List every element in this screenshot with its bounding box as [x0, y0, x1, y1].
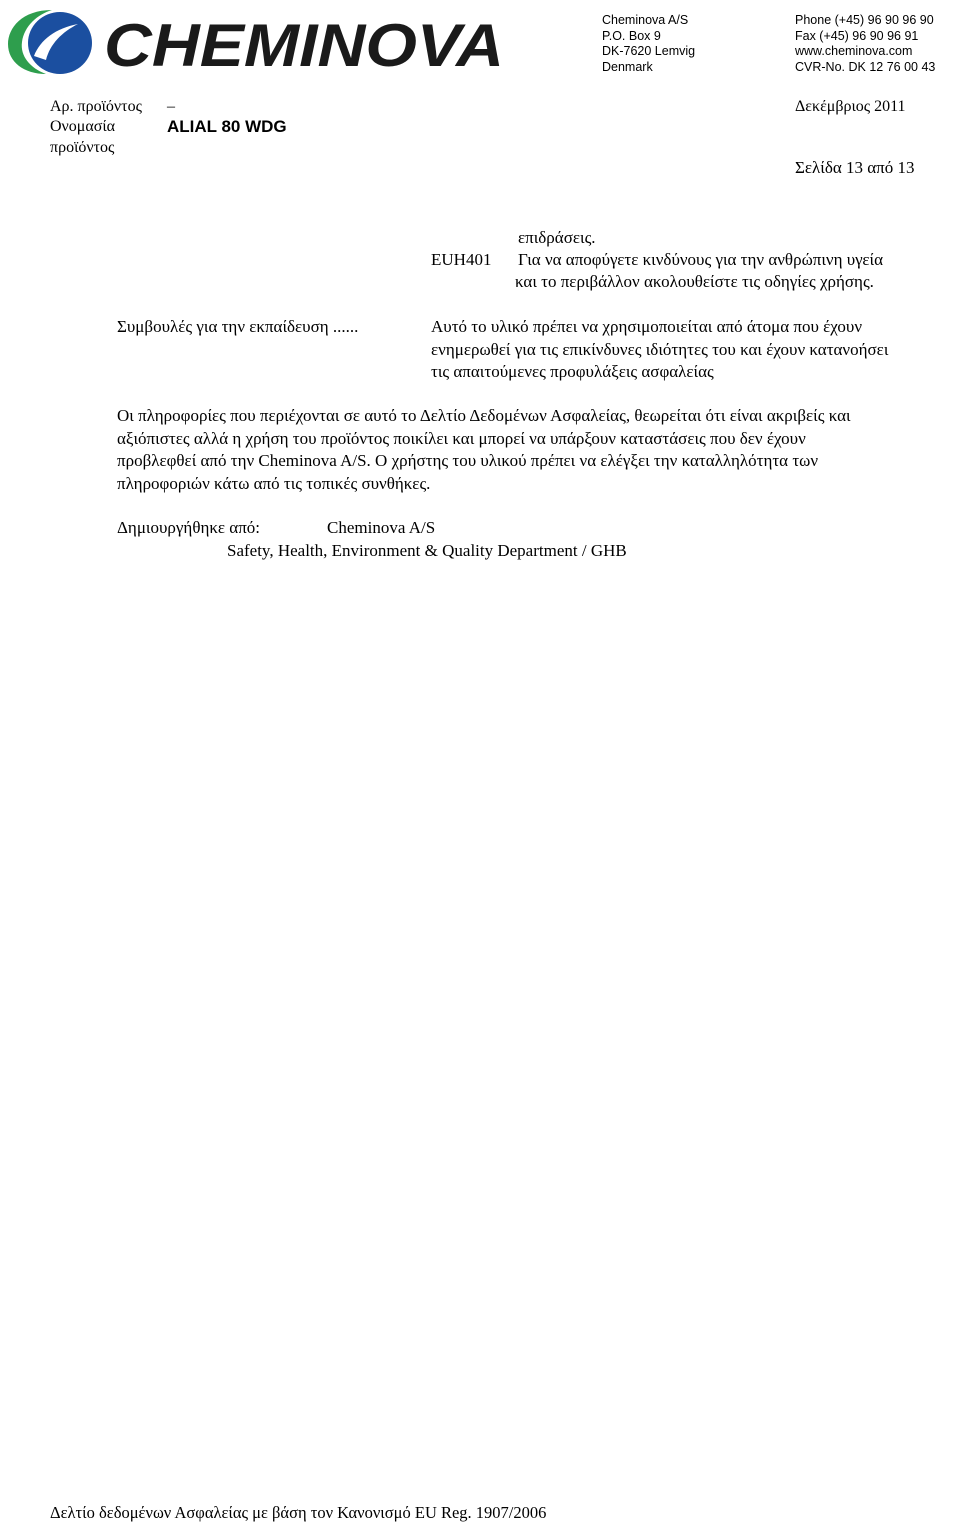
product-number-label: Αρ. προϊόντος: [50, 98, 142, 115]
created-by-company: Cheminova A/S: [327, 518, 436, 537]
hazard-code: EUH401: [431, 250, 492, 269]
disclaimer-line: πληροφοριών κάτω από τις τοπικές συνθήκες.: [117, 473, 431, 493]
phone-line: Phone (+45) 96 90 96 90: [795, 13, 934, 27]
product-name-label: Ονομασία: [50, 118, 116, 135]
company-contact: [795, 13, 935, 76]
document-footer: Δελτίο δεδομένων Ασφαλείας με βάση τον Κανονισμό EU Reg. 1907/2006: [50, 1503, 547, 1522]
training-line: Αυτό το υλικό πρέπει να χρησιμοποιείται από άτομα που έχουν: [431, 317, 863, 336]
hazard-text-line: Για να αποφύγετε κινδύνους για την ανθρώπινη υγεία: [518, 250, 883, 269]
disclaimer-line: Οι πληροφορίες που περιέχονται σε αυτό το Δελτίο Δεδομένων Ασφαλείας, θεωρείται ότι είναι ακριβείς και: [117, 406, 851, 425]
hazard-text-line: και το περιβάλλον ακολουθείστε τις οδηγίες χρήσης.: [515, 272, 874, 291]
training-line: ενημερωθεί για τις επικίνδυνες ιδιότητες του και έχουν κατανοήσει: [431, 339, 889, 359]
address-line: Cheminova A/S: [602, 13, 689, 27]
product-name: ALIAL 80 WDG: [167, 117, 287, 136]
training-label: Συμβουλές για την εκπαίδευση ......: [117, 317, 359, 336]
fax-line: Fax (+45) 96 90 96 91: [795, 28, 919, 43]
disclaimer-line: αξιόπιστες αλλά η χρήση του προϊόντος ποικίλει και μπορεί να υπάρξουν καταστάσεις που δεν έχουν: [117, 428, 806, 448]
logo-wordmark: CHEMINOVA: [104, 12, 504, 76]
document-date: Δεκέμβριος 2011: [795, 98, 906, 115]
product-number-value: –: [167, 98, 175, 115]
disclaimer-paragraph: [117, 405, 851, 495]
website-link[interactable]: www.cheminova.com: [795, 44, 913, 59]
created-by-department: Safety, Health, Environment & Quality Department / GHB: [227, 541, 627, 560]
company-address: [602, 13, 695, 76]
training-text: [431, 316, 888, 384]
address-line: Denmark: [602, 60, 653, 75]
page-number: Σελίδα 13 από 13: [795, 158, 915, 177]
training-line: τις απαιτούμενες προφυλάξεις ασφαλείας: [431, 362, 714, 381]
address-line: P.O. Box 9: [602, 28, 661, 43]
product-name-label-line2: προϊόντος: [50, 139, 115, 156]
cvr-line: CVR-No. DK 12 76 00 43: [795, 60, 936, 75]
logo-blue-disc: [28, 12, 92, 74]
disclaimer-line: προβλεφθεί από την Cheminova A/S. Ο χρήστης του υλικού πρέπει να ελέγξει την καταλληλότητα των: [117, 451, 819, 470]
created-by-label: Δημιουργήθηκε από:: [117, 518, 261, 537]
address-line: DK-7620 Lemvig: [602, 44, 696, 59]
company-logo: [6, 6, 506, 76]
hazard-continuation: επιδράσεις.: [518, 228, 596, 247]
